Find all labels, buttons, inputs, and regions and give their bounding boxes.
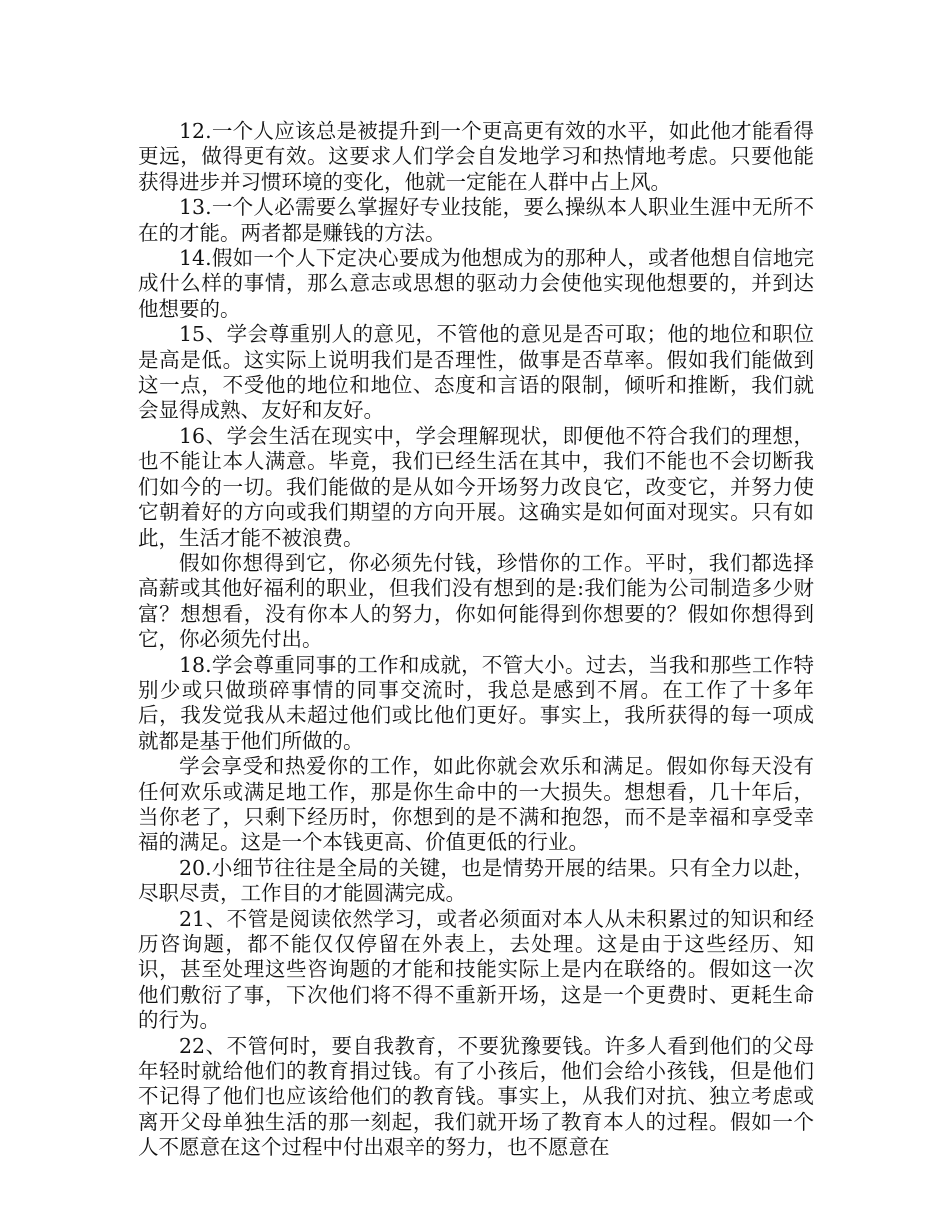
paragraph-21: 21、不管是阅读依然学习，或者必须面对本人从未积累过的知识和经历咨询题，都不能仅仅停留在外表上，去处理。这是由于这些经历、知识，甚至处理这些咨询题的才能和技能实际上是内在联络的。假如这一次他们敷衍了事，下次他们将不得不重新开场，这是一个更费时、更耗生命的行为。 [138, 906, 814, 1033]
document-body [138, 119, 814, 1161]
paragraph-enjoy-work: 学会享受和热爱你的工作，如此你就会欢乐和满足。假如你每天没有任何欢乐或满足地工作，那是你生命中的一大损失。想想看，几十年后，当你老了，只剩下经历时，你想到的是不满和抱怨，而不是幸福和享受幸福的满足。这是一个本钱更高、价值更低的行业。 [138, 754, 814, 855]
paragraph-pay-first: 假如你想得到它，你必须先付钱，珍惜你的工作。平时，我们都选择高薪或其他好福利的职业，但我们没有想到的是:我们能为公司制造多少财富？想想看，没有你本人的努力，你如何能得到你想要的？假如你想得到它，你必须先付出。 [138, 550, 814, 652]
paragraph-22: 22、不管何时，要自我教育，不要犹豫要钱。许多人看到他们的父母年轻时就给他们的教育捐过钱。有了小孩后，他们会给小孩钱，但是他们不记得了他们也应该给他们的教育钱。事实上，从我们对抗、独立考虑或离开父母单独生活的那一刻起，我们就开场了教育本人的过程。假如一个人不愿意在这个过程中付出艰辛的努力，也不愿意在 [138, 1033, 814, 1160]
paragraph-18: 18.学会尊重同事的工作和成就，不管大小。过去，当我和那些工作特别少或只做琐碎事情的同事交流时，我总是感到不屑。在工作了十多年后，我发觉我从未超过他们或比他们更好。事实上，我所获得的每一项成就都是基于他们所做的。 [138, 652, 814, 753]
paragraph-14: 14.假如一个人下定决心要成为他想成为的那种人，或者他想自信地完成什么样的事情，那么意志或思想的驱动力会使他实现他想要的，并到达他想要的。 [138, 246, 814, 321]
paragraph-15: 15、学会尊重别人的意见，不管他的意见是否可取；他的地位和职位是高是低。这实际上说明我们是否理性，做事是否草率。假如我们能做到这一点，不受他的地位和地位、态度和言语的限制，倾听和推断，我们就会显得成熟、友好和友好。 [138, 322, 814, 423]
paragraph-12: 12.一个人应该总是被提升到一个更高更有效的水平，如此他才能看得更远，做得更有效。这要求人们学会自发地学习和热情地考虑。只要他能获得进步并习惯环境的变化，他就一定能在人群中占上风。 [138, 119, 814, 194]
paragraph-16: 16、学会生活在现实中，学会理解现状，即便他不符合我们的理想，也不能让本人满意。毕竟，我们已经生活在其中，我们不能也不会切断我们如今的一切。我们能做的是从如今开场努力改良它，改变它，并努力使它朝着好的方向或我们期望的方向开展。这确实是如何面对现实。只有如此，生活才能不被浪费。 [138, 423, 814, 550]
paragraph-13: 13.一个人必需要么掌握好专业技能，要么操纵本人职业生涯中无所不在的才能。两者都是赚钱的方法。 [138, 195, 814, 245]
paragraph-20: 20.小细节往往是全局的关键，也是情势开展的结果。只有全力以赴，尽职尽责，工作目的才能圆满完成。 [138, 855, 814, 906]
